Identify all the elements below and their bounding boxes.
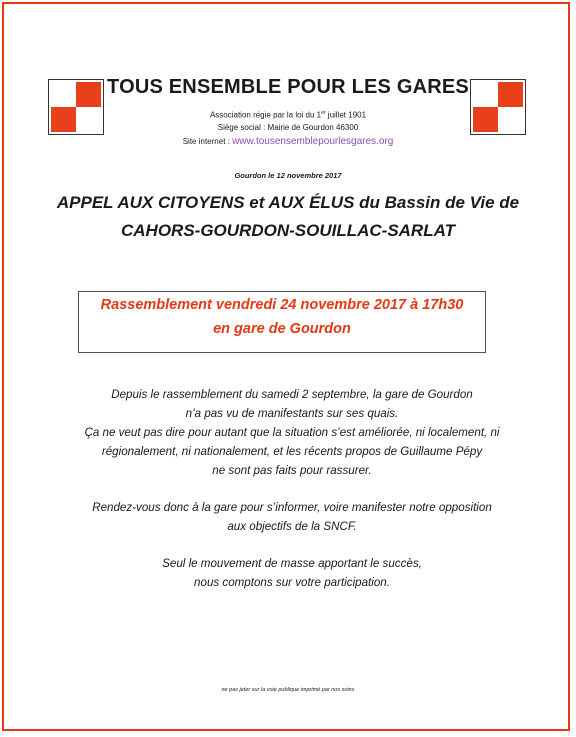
paragraph-3-line: nous comptons sur votre participation. (194, 576, 390, 589)
headline-line-2: CAHORS-GOURDON-SOUILLAC-SARLAT (121, 221, 455, 240)
website-line: Site internet : www.tousensemblepourlesgares.org (182, 136, 394, 147)
paragraph-1-line: régionalement, ni nationalement, et les récents propos de Guillaume Pépy (101, 445, 483, 458)
paragraph-1-line: ne sont pas faits pour rassurer. (212, 464, 372, 477)
footer-note: ne pas jeter sur la voie publique imprimé par nos soins (221, 687, 355, 693)
paragraph-3-line: Seul le mouvement de masse apportant le succès, (162, 557, 422, 570)
association-line: Association régie par la loi du 1er juillet 1901 (209, 110, 367, 120)
headline-line-1: APPEL AUX CITOYENS et AUX ÉLUS du Bassin de Vie de (56, 193, 520, 212)
paragraph-2-line: Rendez-vous donc à la gare pour s’informer, voire manifester notre opposition (92, 501, 492, 514)
paragraph-1-line: n’a pas vu de manifestants sur ses quais. (185, 407, 399, 420)
announcement-line-1: Rassemblement vendredi 24 novembre 2017 à 17h30 (100, 297, 464, 313)
website-link[interactable]: www.tousensemblepourlesgares.org (232, 136, 394, 147)
date-line: Gourdon le 12 novembre 2017 (234, 171, 342, 180)
paragraph-1-line: Depuis le rassemblement du samedi 2 septembre, la gare de Gourdon (111, 388, 473, 401)
organization-title: TOUS ENSEMBLE POUR LES GARES (107, 76, 469, 98)
paragraph-1-line: Ça ne veut pas dire pour autant que la situation s’est améliorée, ni localement, ni (84, 426, 500, 439)
announcement-line-2: en gare de Gourdon (213, 321, 351, 337)
paragraph-2-line: aux objectifs de la SNCF. (227, 520, 357, 533)
registered-office: Siège social : Mairie de Gourdon 46300 (217, 123, 359, 132)
